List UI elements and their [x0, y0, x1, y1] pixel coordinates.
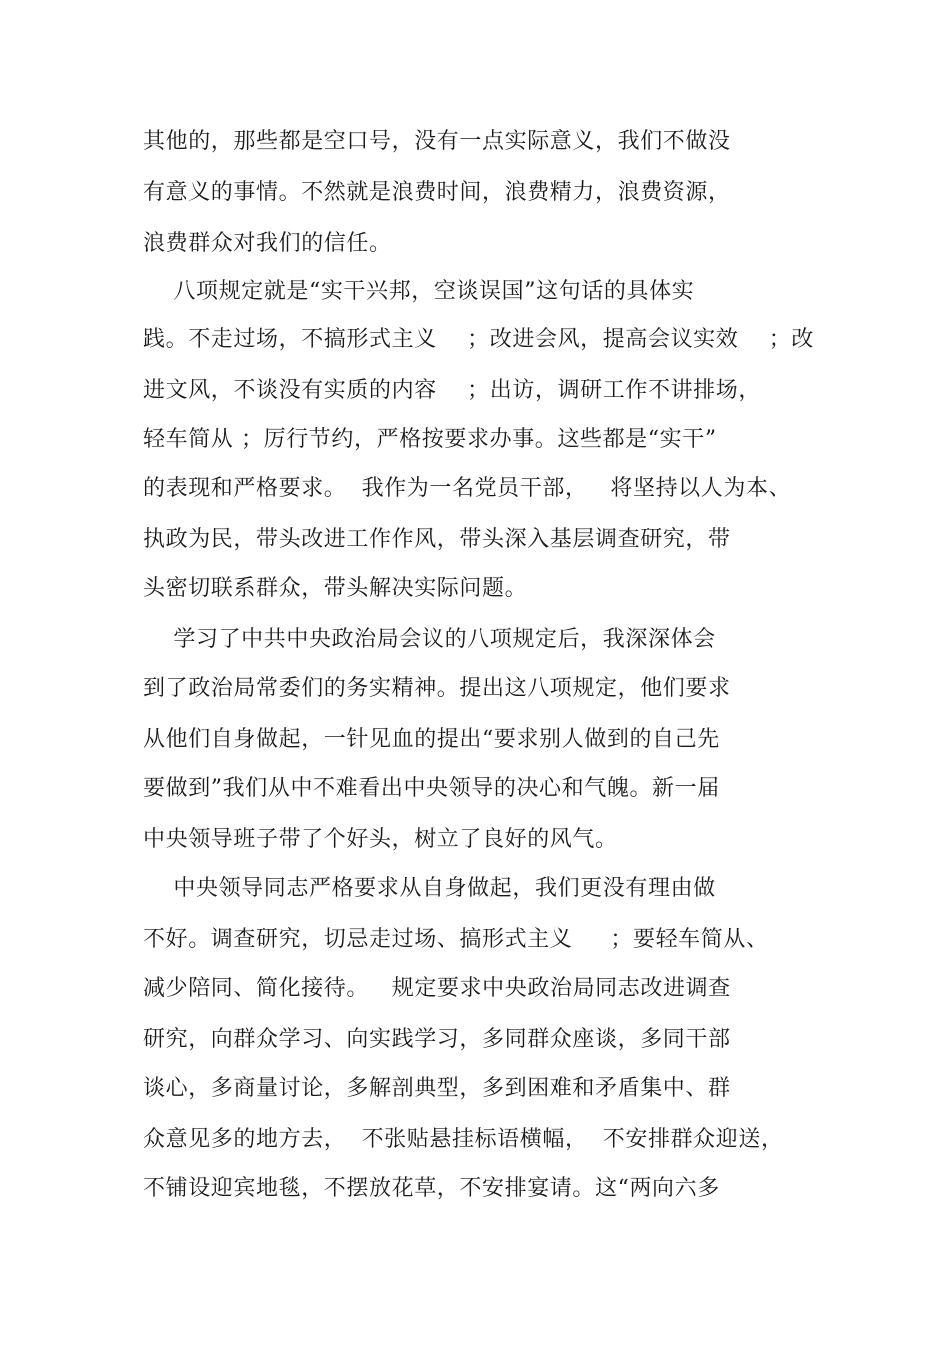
- text-line-14: 要做到”我们从中不难看出中央领导的决心和气魄。新一届: [143, 776, 720, 801]
- text-line-7: 轻车简从 ；厉行节约，严格按要求办事。这些都是“实干”: [143, 427, 717, 452]
- paragraph-start-line: 中央领导同志严格要求从自身做起，我们更没有理由做: [143, 876, 716, 901]
- text-line-21: 众意见多的地方去， 不张贴悬挂标语横幅， 不安排群众迎送，: [143, 1127, 784, 1152]
- text-line-3: 浪费群众对我们的信任。: [143, 231, 392, 256]
- text-line-12: 到了政治局常委们的务实精神。提出这八项规定，他们要求: [143, 676, 731, 701]
- text-line-6: 进文风，不谈没有实质的内容 ；出访，调研工作不讲排场，: [143, 378, 761, 403]
- text-line-22: 不铺设迎宾地毯，不摆放花草，不安排宴请。这“两向六多: [143, 1176, 720, 1201]
- text-line-20: 谈心，多商量讨论，多解剖典型，多到困难和矛盾集中、群: [143, 1076, 731, 1101]
- text-line-15: 中央领导班子带了个好头，树立了良好的风气。: [143, 827, 618, 852]
- paragraph-start-line: 学习了中共中央政治局会议的八项规定后，我深深体会: [143, 627, 716, 652]
- text-line-8: 的表现和严格要求。 我作为一名党员干部， 将坚持以人为本、: [143, 476, 792, 501]
- text-line-10: 头密切联系群众，带头解决实际问题。: [143, 576, 528, 601]
- text-line-17: 不好。调查研究，切忌走过场、搞形式主义 ；要轻车简从、: [143, 927, 769, 952]
- text-line-2: 有意义的事情。不然就是浪费时间，浪费精力，浪费资源，: [143, 180, 731, 205]
- text-line-18: 减少陪同、简化接待。 规定要求中央政治局同志改进调查: [143, 976, 731, 1001]
- paragraph-start-line: 八项规定就是“实干兴邦，空谈误国”这句话的具体实: [143, 279, 695, 304]
- text-line-9: 执政为民，带头改进工作作风，带头深入基层调查研究，带: [143, 527, 731, 552]
- text-line-19: 研究，向群众学习、向实践学习，多同群众座谈，多同干部: [143, 1027, 731, 1052]
- text-line-13: 从他们自身做起，一针见血的提出“要求别人做到的自己先: [143, 727, 720, 752]
- text-line-5: 践。不走过场，不搞形式主义 ；改进会风，提高会议实效 ；改: [143, 327, 814, 352]
- text-line-1: 其他的，那些都是空口号，没有一点实际意义，我们不做没: [143, 129, 731, 154]
